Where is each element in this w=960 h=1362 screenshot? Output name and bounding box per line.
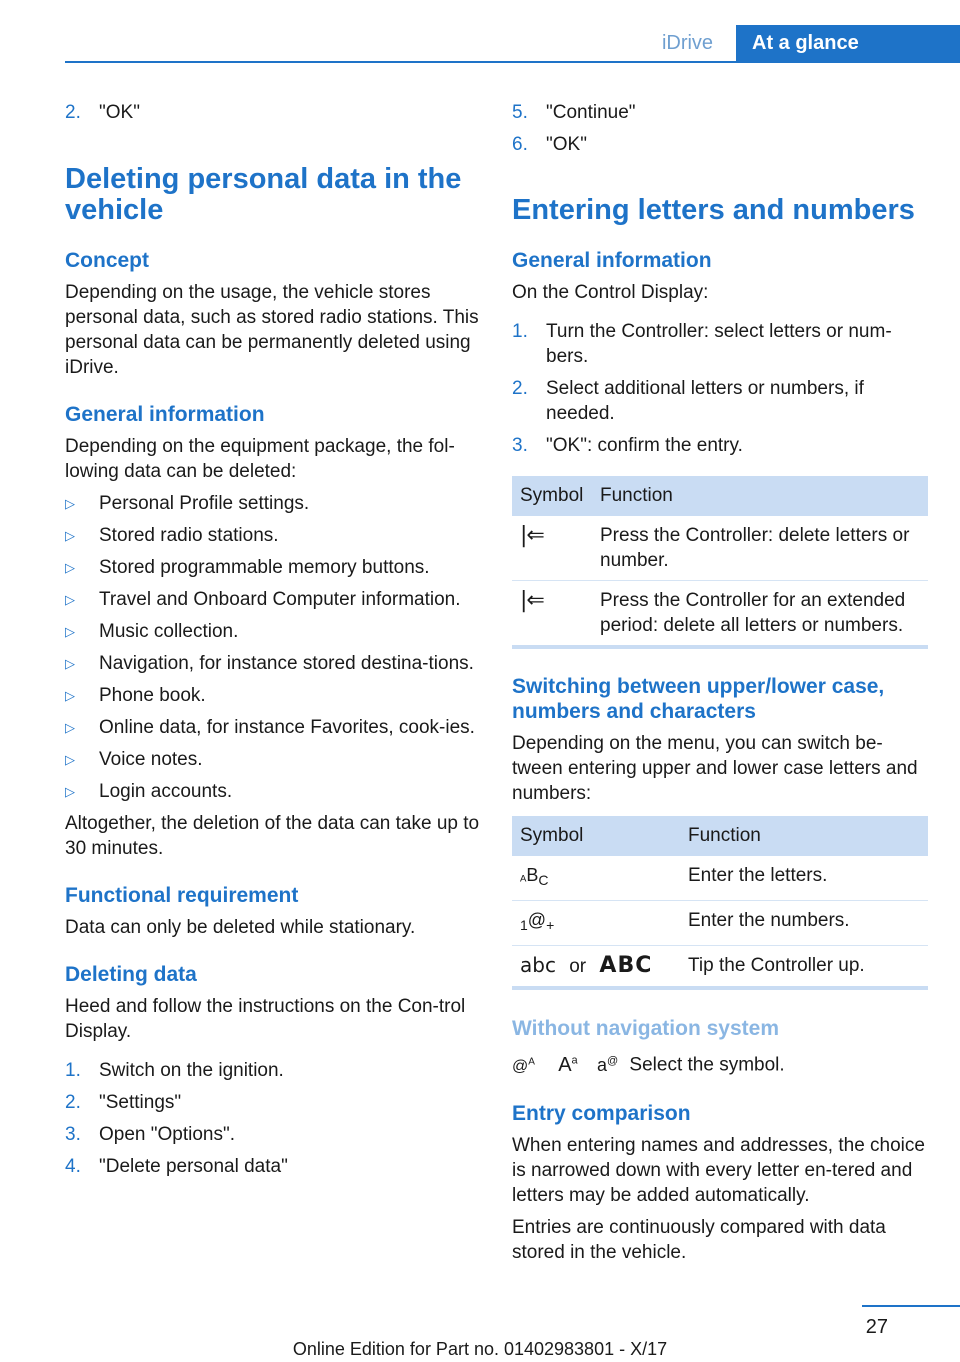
list-item: 3. "OK": confirm the entry. bbox=[512, 435, 743, 456]
table-row: 1@+ Enter the numbers. bbox=[512, 901, 928, 946]
section-title: Entering letters and numbers bbox=[512, 194, 915, 226]
general-heading: General information bbox=[512, 249, 712, 272]
edition-footer: Online Edition for Part no. 01402983801 - X/17 bbox=[292, 1339, 668, 1359]
list-item: 2. "Settings" bbox=[65, 1092, 182, 1113]
bullet-icon: ▷ bbox=[65, 624, 75, 639]
bullet-icon: ▷ bbox=[65, 720, 75, 735]
general-text: On the Control Display: bbox=[512, 282, 709, 303]
bullet-icon: ▷ bbox=[65, 528, 75, 543]
list-item: ▷ Stored radio stations. bbox=[65, 525, 279, 546]
mode-symbol-table bbox=[512, 816, 928, 990]
general-text: Depending on the equipment package, the fol-lowing data can be deleted: bbox=[65, 436, 455, 482]
header-section: iDrive bbox=[661, 32, 714, 54]
at-letter-icon: @$^A$ bbox=[512, 1056, 535, 1075]
list-item: ▷ Personal Profile settings. bbox=[65, 493, 310, 514]
entry-heading: Entry comparison bbox=[512, 1101, 691, 1125]
list-item: ▷ Travel and Onboard Computer information. bbox=[65, 589, 461, 610]
list-item: 6. "OK" bbox=[512, 134, 587, 155]
list-item: ▷ Navigation, for instance stored destina-tions. bbox=[65, 653, 474, 674]
backspace-icon: |⇐ bbox=[520, 523, 544, 548]
list-item: ▷ Music collection. bbox=[65, 621, 239, 642]
right-column bbox=[512, 100, 928, 1265]
numbers-mode-icon: 1@+ bbox=[520, 910, 555, 933]
entry-text-2: Entries are continuously compared with data stored in the vehicle. bbox=[512, 1216, 886, 1263]
list-item: ▷ Online data, for instance Favorites, cook-ies. bbox=[65, 717, 475, 738]
table-header: Function bbox=[592, 476, 928, 516]
table-row: ᴬBC Enter the letters. bbox=[512, 856, 928, 901]
functional-heading: Functional requirement bbox=[65, 884, 299, 907]
list-item: 1. Turn the Controller: select letters or num-bers. bbox=[512, 321, 892, 367]
bullet-icon: ▷ bbox=[65, 656, 75, 671]
continued-steps bbox=[512, 100, 928, 157]
entry-text-1: When entering names and addresses, the choice is narrowed down with every letter en-tered and letters may be added automatically. bbox=[512, 1134, 925, 1206]
list-item: 4. "Delete personal data" bbox=[65, 1156, 288, 1177]
without-nav-heading: Without navigation system bbox=[512, 1017, 780, 1040]
bullet-icon: ▷ bbox=[65, 560, 75, 575]
bullet-icon: ▷ bbox=[65, 784, 75, 799]
switch-text: Depending on the menu, you can switch be-tween entering upper and lower case letters and numbers: bbox=[512, 733, 918, 804]
letters-mode-icon: ᴬBC bbox=[520, 865, 549, 888]
left-column bbox=[65, 100, 483, 1179]
table-row: abc or ABC Tip the Controller up. bbox=[512, 946, 928, 989]
table-row: |⇐ Press the Controller for an extended period: delete all letters or numbers. bbox=[512, 581, 928, 648]
uppercase-abc-icon: ABC bbox=[599, 953, 653, 978]
list-item: 2. "OK" bbox=[65, 102, 140, 123]
deletable-data-list bbox=[65, 491, 483, 804]
table-header: Symbol bbox=[512, 476, 592, 516]
bullet-icon: ▷ bbox=[65, 688, 75, 703]
backspace-icon: |⇐ bbox=[520, 588, 544, 613]
list-item: 5. "Continue" bbox=[512, 102, 636, 123]
letter-a-icon: $A^a$ bbox=[558, 1053, 578, 1076]
list-item: 3. Open "Options". bbox=[65, 1124, 236, 1145]
list-item: ▷ Voice notes. bbox=[65, 749, 203, 770]
lowercase-abc-icon: abc bbox=[520, 953, 556, 977]
header-rule bbox=[65, 61, 960, 63]
list-item: ▷ Login accounts. bbox=[65, 781, 233, 802]
table-header: Function bbox=[680, 816, 928, 856]
entry-steps bbox=[512, 319, 928, 458]
general-heading: General information bbox=[65, 403, 265, 426]
list-item: 1. Switch on the ignition. bbox=[65, 1060, 284, 1081]
a-at-icon: a@ bbox=[596, 1054, 619, 1075]
deleting-text: Heed and follow the instructions on the Con-trol Display. bbox=[65, 996, 466, 1042]
concept-text: Depending on the usage, the vehicle stores personal data, such as stored radio stations. This personal data can be permanently deleted using iDrive. bbox=[65, 282, 479, 378]
altogether-text: Altogether, the deletion of the data can take up to 30 minutes. bbox=[65, 813, 480, 859]
functional-text: Data can only be deleted while stationary. bbox=[65, 917, 416, 938]
bullet-icon: ▷ bbox=[65, 752, 75, 767]
continued-steps bbox=[65, 100, 483, 125]
deleting-heading: Deleting data bbox=[65, 963, 197, 986]
without-nav-text: @$^A$ $A^a$ a@ Select the symbol. bbox=[512, 1053, 785, 1076]
table-header: Symbol bbox=[512, 816, 680, 856]
list-item: ▷ Stored programmable memory buttons. bbox=[65, 557, 430, 578]
header-chapter: At a glance bbox=[736, 25, 960, 61]
page-title: Deleting personal data in the vehicle bbox=[65, 163, 462, 226]
delete-symbol-table bbox=[512, 476, 928, 649]
list-item: ▷ Phone book. bbox=[65, 685, 206, 706]
footer-rule bbox=[862, 1305, 960, 1307]
bullet-icon: ▷ bbox=[65, 496, 75, 511]
concept-heading: Concept bbox=[65, 249, 149, 272]
table-row: |⇐ Press the Controller: delete letters or number. bbox=[512, 516, 928, 581]
switch-heading: Switching between upper/lower case, numbers and characters bbox=[512, 675, 885, 723]
deleting-steps bbox=[65, 1058, 483, 1179]
list-item: 2. Select additional letters or numbers, if needed. bbox=[512, 378, 864, 424]
bullet-icon: ▷ bbox=[65, 592, 75, 607]
page-number: 27 bbox=[865, 1316, 888, 1338]
